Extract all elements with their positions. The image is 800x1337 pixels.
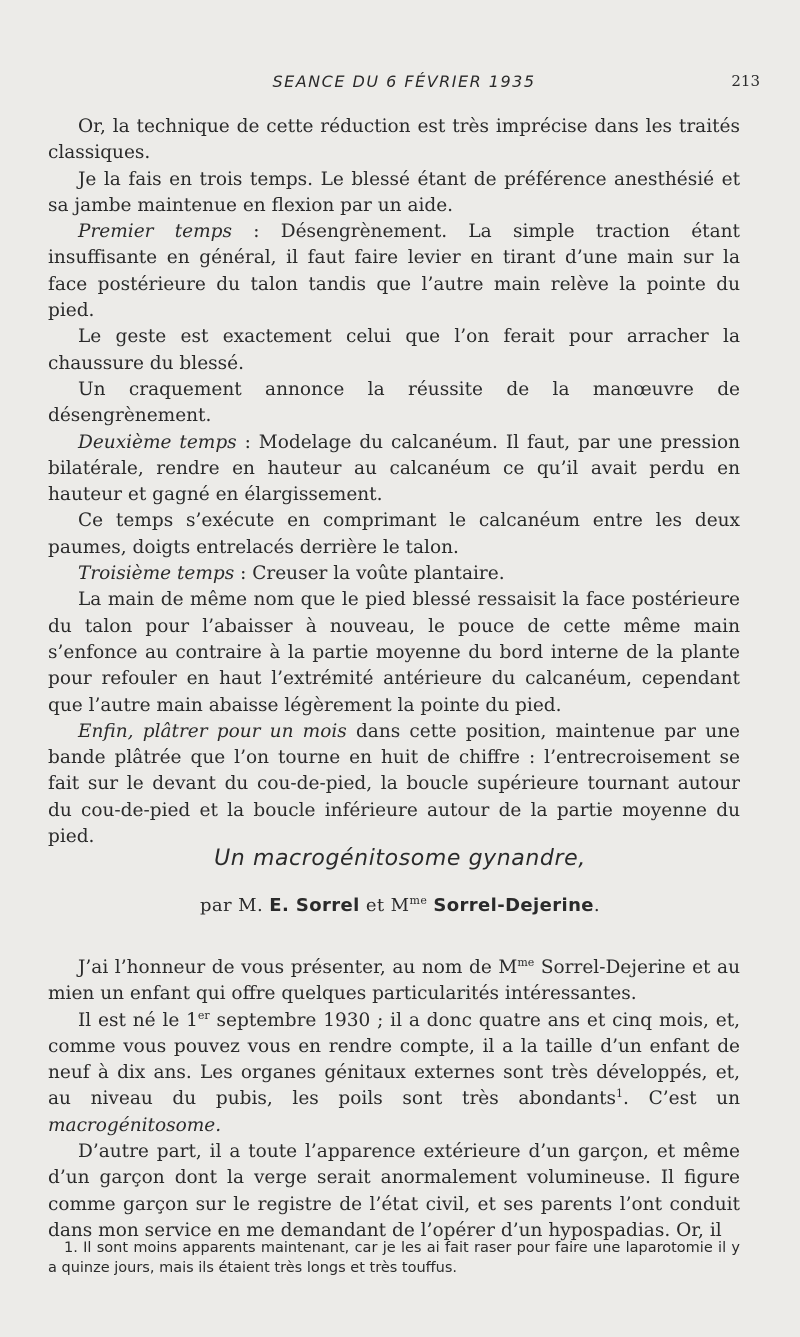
paragraph: J’ai l’honneur de vous présenter, au nom de $M^{me}$ Sorrel-Dejerine et au mien un enfant qui offre quelques particularités intéressantes. [48, 956, 740, 1005]
running-header [48, 72, 760, 96]
step-label: Premier temps [78, 221, 233, 243]
paragraph-third-step: Troisième temps : Creuser la voûte plantaire. [78, 563, 505, 585]
paragraph: Le geste est exactement celui que l’on ferait pour arracher la chaussure du blessé. [48, 326, 740, 374]
paragraph: La main de même nom que le pied blessé ressaisit la face postérieure du talon pour l’abaisser à nouveau, le pouce de cette même main s’enfonce au contraire à la partie moyenne du bord interne de la plante pour refouler en haut l’extrémité antérieure du calcanéum, cependant que l’autre main abaisse légèrement la pointe du pied. [48, 589, 740, 716]
author-name: Sorrel-Dejerine [433, 895, 594, 916]
paragraph: Un craquement annonce la réussite de la manœuvre de désengrènement. [48, 378, 740, 427]
page-number: 213 [731, 72, 760, 90]
paragraph-first-step: Premier temps : Désengrènement. La simple traction étant insuffisante en général, il faut faire levier en tirant d’une main sur la face postérieure du talon tandis que l’autre main relève la pointe du pied. [48, 221, 740, 322]
paragraph-second-step: Deuxième temps : Modelage du calcanéum. Il faut, par une pression bilatérale, rendre en hauteur au calcanéum ce qu’il avait perdu en hauteur et gagné en élargissement. [48, 431, 740, 506]
article-title: Un macrogénitosome gynandre, [214, 846, 586, 871]
paragraph: Je la fais en trois temps. Le blessé étant de préférence anesthésié et sa jambe maintenue en flexion par un aide. [48, 168, 740, 216]
paragraph: Or, la technique de cette réduction est très imprécise dans les traités classiques. [48, 116, 740, 164]
step-label: Troisième temps [78, 563, 235, 585]
paragraph: D’autre part, il a toute l’apparence extérieure d’un garçon, et même d’un garçon dont la verge serait anormalement volumineuse. Il figure comme garçon sur le registre de l’état civil, et ses parents l’ont conduit dans mon service en me demandant de l’opérer d’un hypospadias. Or, il [48, 1141, 740, 1241]
step-label: Enfin, plâtrer pour un mois [78, 720, 347, 742]
step-label: Deuxième temps [78, 431, 237, 453]
paragraph: Ce temps s’exécute en comprimant le calcanéum entre les deux paumes, doigts entrelacés derrière le talon. [48, 510, 740, 558]
running-title: SEANCE DU 6 FÉVRIER 1935 [272, 72, 536, 91]
article-authors: par M. E. Sorrel et $M^{me}$ Sorrel-Dejerine. [199, 894, 601, 916]
section-case-report [48, 955, 740, 1244]
paragraph-final-step: Enfin, plâtrer pour un mois dans cette position, maintenue par une bande plâtrée que l’on tourne en huit de chiffre : l’entrecroisement se fait sur le devant du cou-de-pied, la boucle supérieure tournant autour du cou-de-pied et la boucle inférieure autour de la partie moyenne du pied. [48, 720, 740, 848]
section-reduction-technique [48, 114, 740, 850]
footnote-text: 1. Il sont moins apparents maintenant, car je les ai fait raser pour faire une laparotomie il y a quinze jours, mais ils étaient très longs et très touffus. [48, 1240, 740, 1276]
paragraph: Il est né le 1er septembre 1930 ; il a donc quatre ans et cinq mois, et, comme vous pouvez vous en rendre compte, il a la taille d’un enfant de neuf à dix ans. Les organes génitaux externes sont très développés, et, au niveau du pubis, les poils sont très abondants$^1$. C’est un macrogénitosome. [48, 1008, 741, 1136]
footnote-ref: 1 [616, 1087, 624, 1101]
author-name: E. Sorrel [269, 895, 360, 916]
footnote [48, 1238, 740, 1278]
